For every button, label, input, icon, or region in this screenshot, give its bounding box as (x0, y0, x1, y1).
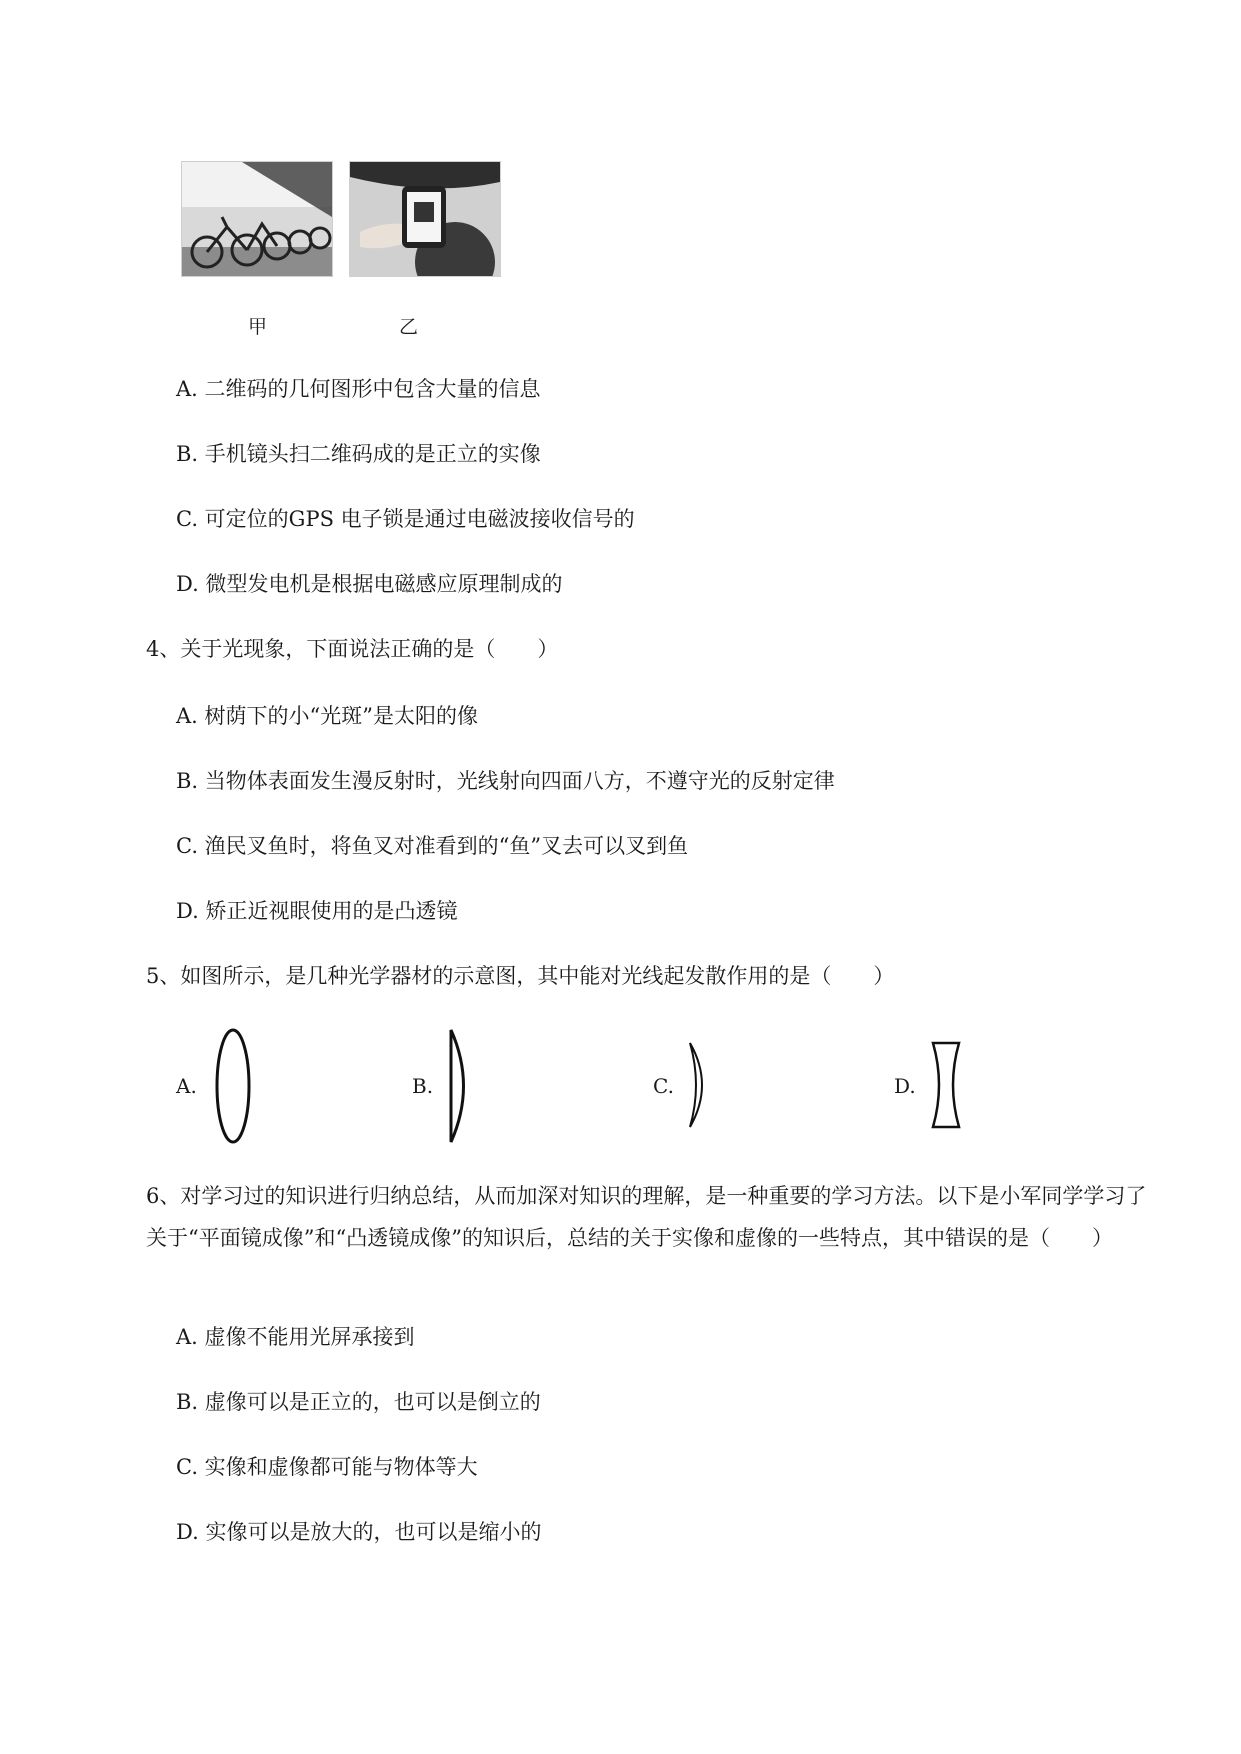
phone-scan-photo (349, 161, 501, 277)
q3-option-c: C. 可定位的GPS 电子锁是通过电磁波接收信号的 (176, 507, 635, 531)
lens-label-d: D. (894, 1074, 916, 1098)
biconvex-lens-icon (213, 1027, 253, 1145)
q3-option-a: A. 二维码的几何图形中包含大量的信息 (176, 377, 541, 401)
lens-label-c: C. (653, 1074, 674, 1098)
q6-stem: 6、对学习过的知识进行归纳总结，从而加深对知识的理解，是一种重要的学习方法。以下是小军同学学习了关于“平面镜成像”和“凸透镜成像”的知识后，总结的关于实像和虚像的一些特点，其中错误的是（ ） (146, 1184, 1147, 1250)
lens-label-a: A. (176, 1074, 197, 1098)
q6-option-d: D. 实像可以是放大的，也可以是缩小的 (176, 1520, 542, 1544)
q6-option-a: A. 虚像不能用光屏承接到 (176, 1325, 415, 1349)
q6-option-c: C. 实像和虚像都可能与物体等大 (176, 1455, 478, 1479)
photo-caption-yi: 乙 (399, 316, 419, 338)
q4-option-d: D. 矫正近视眼使用的是凸透镜 (176, 899, 458, 923)
biconcave-lens-icon (928, 1040, 964, 1130)
q3-option-b: B. 手机镜头扫二维码成的是正立的实像 (176, 442, 541, 466)
lens-label-b: B. (412, 1074, 434, 1098)
q4-stem: 4、关于光现象，下面说法正确的是（ ） (146, 637, 559, 661)
photo-caption-jia: 甲 (248, 316, 268, 338)
q3-option-d: D. 微型发电机是根据电磁感应原理制成的 (176, 572, 563, 596)
q5-stem: 5、如图所示，是几种光学器材的示意图，其中能对光线起发散作用的是（ ） (146, 964, 895, 988)
q4-option-b: B. 当物体表面发生漫反射时，光线射向四面八方，不遵守光的反射定律 (176, 769, 835, 793)
plano-convex-lens-icon (446, 1027, 476, 1145)
meniscus-lens-icon (684, 1040, 714, 1130)
shared-bikes-photo (181, 161, 333, 277)
q4-option-c: C. 渔民叉鱼时，将鱼叉对准看到的“鱼”叉去可以叉到鱼 (176, 834, 689, 858)
q4-option-a: A. 树荫下的小“光斑”是太阳的像 (176, 704, 478, 728)
q6-option-b: B. 虚像可以是正立的，也可以是倒立的 (176, 1390, 541, 1414)
